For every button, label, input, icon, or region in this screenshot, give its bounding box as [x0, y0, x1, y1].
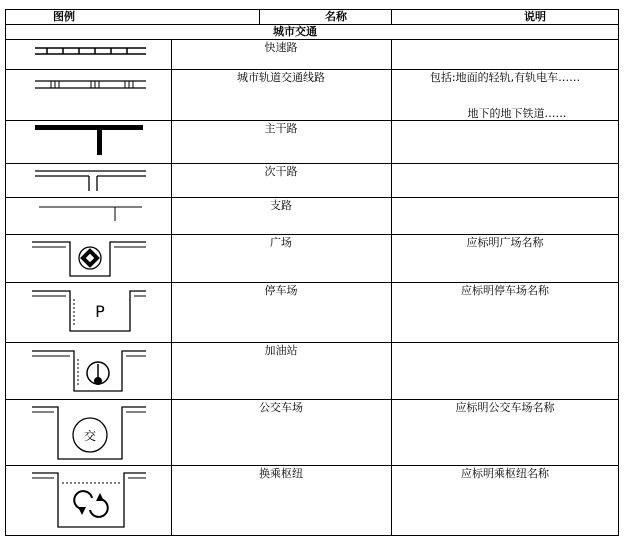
row-divider	[5, 282, 619, 283]
row-note: 应标明广场名称	[466, 236, 544, 249]
header-col-divider	[391, 9, 392, 24]
header-symbol: 图例	[53, 10, 75, 23]
row-name: 快速路	[264, 41, 298, 54]
body-col-divider	[171, 39, 172, 536]
parking-letter: P	[95, 302, 105, 321]
square-icon	[30, 238, 150, 280]
row-name: 公交车场	[259, 401, 303, 414]
row-name: 广场	[270, 236, 292, 249]
section-divider	[5, 39, 619, 40]
row-note-line2: 地下的地下铁道……	[467, 107, 567, 120]
row-note: 应标明停车场名称	[461, 284, 549, 297]
row-name: 停车场	[264, 284, 298, 297]
row-divider	[5, 69, 619, 70]
row-name: 换乘枢纽	[259, 467, 303, 480]
row-divider	[5, 465, 619, 466]
row-divider	[5, 342, 619, 343]
transfer-hub-icon	[30, 469, 150, 533]
row-name: 主干路	[264, 122, 298, 135]
gas-station-icon	[30, 347, 150, 397]
row-name: 支路	[270, 199, 292, 212]
table-border-bottom	[5, 535, 619, 536]
row-divider	[5, 163, 619, 164]
body-col-divider	[391, 39, 392, 536]
row-note: 应标明公交车场名称	[455, 401, 555, 414]
table-border-left	[5, 9, 6, 536]
row-note: 包括:地面的轻轨,有轨电车……	[429, 71, 581, 84]
bus-depot-icon	[30, 403, 150, 463]
parking-icon	[30, 287, 150, 339]
urban-rail-icon	[33, 77, 148, 93]
row-divider	[5, 399, 619, 400]
secondary-road-icon	[33, 169, 148, 193]
row-divider	[5, 234, 619, 235]
expressway-icon	[33, 44, 148, 60]
legend-table	[5, 9, 619, 536]
row-name: 次干路	[264, 165, 298, 178]
row-divider	[5, 120, 619, 121]
header-note: 说明	[524, 10, 546, 23]
branch-road-icon	[37, 204, 147, 226]
main-road-icon	[33, 123, 148, 159]
header-col-divider	[259, 9, 260, 24]
bus-char: 交	[83, 429, 97, 443]
row-note: 应标明乘枢纽名称	[461, 467, 549, 480]
row-name: 城市轨道交通线路	[237, 71, 325, 84]
table-border-right	[618, 9, 619, 536]
row-divider	[5, 197, 619, 198]
header-name: 名称	[325, 10, 347, 23]
row-name: 加油站	[264, 344, 298, 357]
section-title: 城市交通	[273, 25, 317, 38]
